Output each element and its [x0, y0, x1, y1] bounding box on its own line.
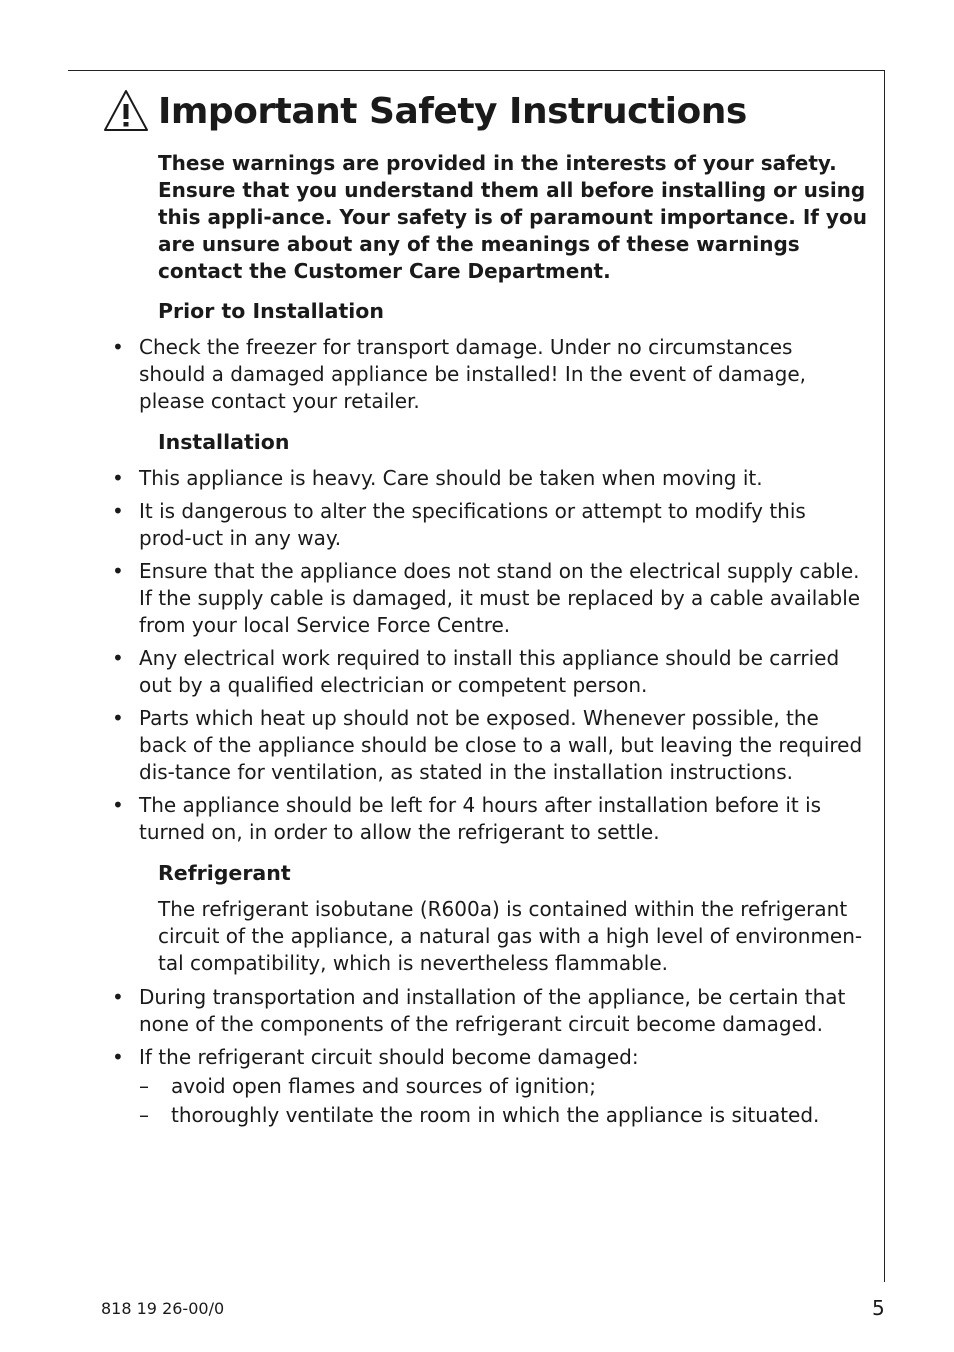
bullet-glyph: •: [112, 646, 124, 670]
list-item: [112, 792, 864, 846]
list-item: [112, 645, 864, 699]
heading-installation: Installation: [158, 430, 290, 454]
list-item-text: Parts which heat up should not be exposed. Whenever possible, the back of the appliance should be close to a wall, but leaving the required dis-tance for ventilation, as stated in the installation instructions.: [139, 706, 863, 784]
bullet-glyph: •: [112, 793, 124, 817]
top-rule: [68, 70, 885, 71]
list-item: [112, 334, 864, 415]
intro-paragraph: These warnings are provided in the interests of your safety. Ensure that you understand them all before installing or using this appli-ance. Your safety is of paramount importance. If you are unsure about any of the meanings of these warnings contact the Customer Care Department.: [158, 151, 867, 283]
page-number: 5: [872, 1296, 885, 1320]
sub-list-item-text: avoid open flames and sources of ignition;: [171, 1074, 596, 1098]
installation-list: [0, 465, 954, 846]
bullet-glyph: •: [112, 466, 124, 490]
refrigerant-list: [0, 984, 954, 1129]
bullet-glyph: •: [112, 1045, 124, 1069]
list-item-text: Any electrical work required to install this appliance should be carried out by a qualified electrician or competent person.: [139, 646, 840, 697]
list-item-text: It is dangerous to alter the specifications or attempt to modify this prod-uct in any way.: [139, 499, 806, 550]
list-item-text: During transportation and installation of the appliance, be certain that none of the components of the refrigerant circuit become damaged.: [139, 985, 846, 1036]
bullet-glyph: •: [112, 559, 124, 583]
sub-list-item-text: thoroughly ventilate the room in which the appliance is situated.: [171, 1103, 820, 1127]
content: [0, 150, 954, 1129]
bullet-glyph: •: [112, 706, 124, 730]
sub-list-item: [139, 1102, 864, 1129]
bullet-glyph: •: [112, 335, 124, 359]
list-item-text: Ensure that the appliance does not stand on the electrical supply cable. If the supply cable is damaged, it must be replaced by a cable available from your local Service Force Centre.: [139, 559, 861, 637]
warning-triangle-icon: [102, 88, 150, 134]
sub-list: [139, 1073, 864, 1129]
dash-glyph: –: [139, 1103, 149, 1127]
list-item-text: Check the freezer for transport damage. Under no circumstances should a damaged appliance be installed! In the event of damage, please contact your retailer.: [139, 335, 807, 413]
dash-glyph: –: [139, 1074, 149, 1098]
list-item: [112, 1044, 864, 1129]
list-item: [112, 465, 864, 492]
sub-list-item: [139, 1073, 864, 1100]
heading-refrigerant: Refrigerant: [158, 861, 291, 885]
bullet-glyph: •: [112, 985, 124, 1009]
document-code: 818 19 26-00/0: [101, 1299, 225, 1318]
list-item-text: The appliance should be left for 4 hours after installation before it is turned on, in order to allow the refrigerant to settle.: [139, 793, 822, 844]
page-title: Important Safety Instructions: [158, 90, 747, 132]
prior-list: [0, 334, 954, 415]
bullet-glyph: •: [112, 499, 124, 523]
list-item: [112, 984, 864, 1038]
list-item: [112, 705, 864, 786]
list-item: [112, 558, 864, 639]
list-item-text: If the refrigerant circuit should become damaged:: [139, 1045, 639, 1069]
list-item-text: This appliance is heavy. Care should be taken when moving it.: [139, 466, 763, 490]
refrigerant-paragraph: The refrigerant isobutane (R600a) is contained within the refrigerant circuit of the appliance, a natural gas with a high level of environmen-tal compatibility, which is nevertheless flammable.: [158, 897, 863, 975]
title-row: [102, 88, 747, 134]
list-item: [112, 498, 864, 552]
heading-prior-to-installation: Prior to Installation: [158, 299, 384, 323]
